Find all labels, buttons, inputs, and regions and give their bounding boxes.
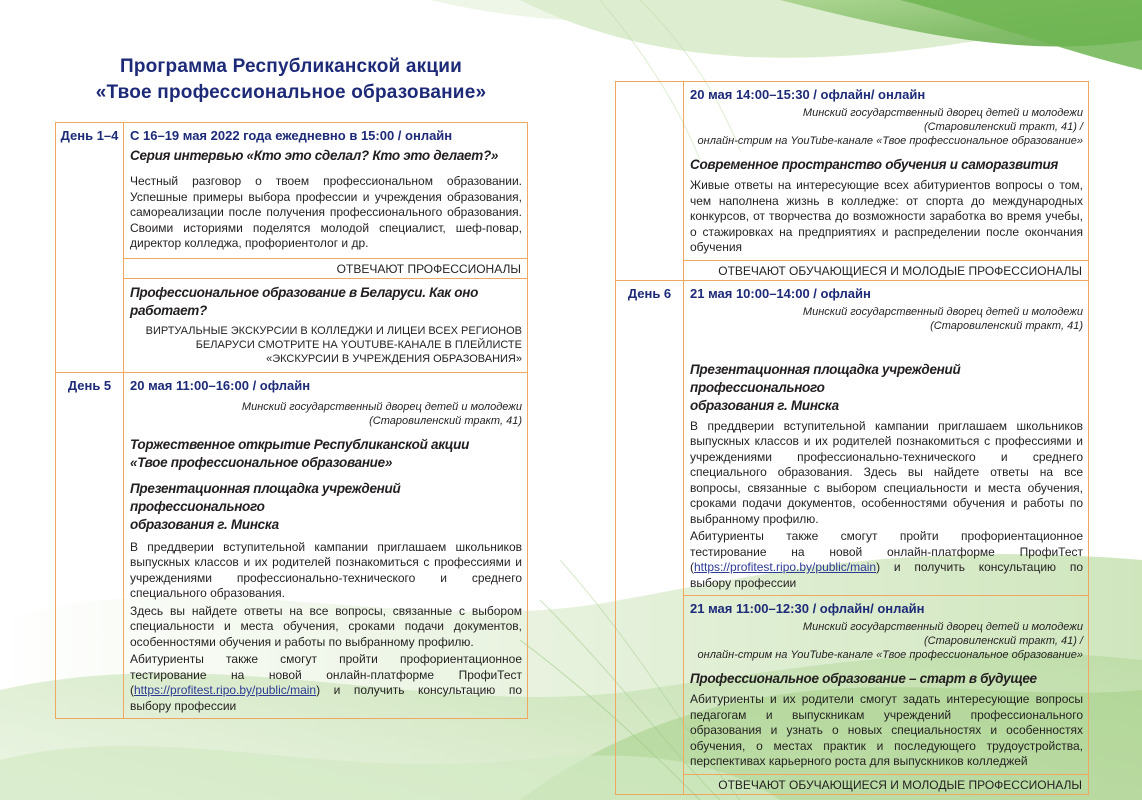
day-label-6: День 6: [616, 280, 684, 794]
day-5-description-3: [130, 652, 522, 714]
block-1-place-line-1: Минский государственный дворец детей и молодежи: [802, 107, 1083, 119]
day-5-place-line-1: Минский государственный дворец детей и молодежи: [241, 400, 522, 413]
day-6-presentation-content: [684, 280, 1089, 596]
day-6-place-2-line-2: (Старовиленский тракт, 41) /: [924, 635, 1083, 647]
interview-series-description: Честный разговор о твоем профессиональном образовании. Успешные примеры выбора профессии и учреждения образования, самореализации после получения профессионального образования. Своими историями поделятся молодой специалист, шеф-повар, директор колледжа, профориентолог и др.: [130, 174, 522, 250]
day-5-place: [130, 400, 522, 428]
continued-day-label-empty: [616, 82, 684, 281]
title-line-2: «Твое профессиональное образование»: [95, 82, 487, 103]
day-label-5: День 5: [56, 372, 124, 719]
day-5-description-2: Здесь вы найдете ответы на все вопросы, связанные с выбором специальности и места обучения, сроками подачи документов, особенностями обучения и работы по выбранному профилю.: [130, 603, 522, 649]
band-students-young-professionals-1: ОТВЕЧАЮТ ОБУЧАЮЩИЕСЯ И МОЛОДЫЕ ПРОФЕССИОНАЛЫ: [684, 260, 1089, 280]
day-6-place-line-2: (Старовиленский тракт, 41): [930, 319, 1083, 332]
day-6-place-line-1: Минский государственный дворец детей и молодежи: [802, 305, 1083, 318]
day-5-when: 20 мая 11:00–16:00 / офлайн: [130, 377, 311, 393]
title-line-1: Программа Республиканской акции: [119, 56, 463, 77]
day-6-presentation-heading: [690, 361, 1083, 415]
day-6-description-1: В преддверии вступительной кампании приглашаем школьников выпускных классов и их родителей познакомиться с профессиями и учреждениями профессионально-технического и среднего специального образования. Здесь вы найдете ответы на все вопросы, связанные с выбором специальности и места обучения, сроками подачи документов, особенностями обучения и работы по выбранному профилю.: [690, 418, 1083, 526]
day-6-presentation-heading-line-1: Презентационная площадка учреждений профессионального: [690, 361, 961, 395]
day-6-description-2: [690, 529, 1083, 591]
block-1-place-line-2: (Старовиленский тракт, 41) /: [924, 121, 1083, 133]
day-6-when: 21 мая 10:00–14:00 / офлайн: [690, 285, 871, 301]
day-6-presentation-heading-line-2: образования г. Минска: [690, 397, 839, 413]
day-6-when-2: 21 мая 11:00–12:30 / офлайн/ онлайн: [690, 601, 925, 616]
prof-education-heading: Профессиональное образование в Беларуси. Как оно работает?: [130, 284, 479, 318]
day-5-content: [124, 372, 528, 719]
day-1-4-when: С 16–19 мая 2022 года ежедневно в 15:00 / онлайн: [130, 128, 453, 143]
day-6-place-2-line-3: онлайн-стрим на YouTube-канале «Твое профессиональное образование»: [697, 649, 1083, 661]
profitest-link-day-6[interactable]: https://profitest.ripo.by/public/main: [694, 560, 877, 574]
virtual-tours-content: [124, 278, 528, 372]
block-1-place-line-3: онлайн-стрим на YouTube-канале «Твое профессиональное образование»: [697, 135, 1083, 147]
opening-heading: [130, 436, 522, 472]
program-table-right: [615, 81, 1089, 795]
day-label-1-4: День 1–4: [56, 123, 124, 373]
opening-heading-line-2: «Твое профессиональное образование»: [130, 454, 393, 470]
day-6-desc-2-start: Абитуриенты также смогут пройти профориентационное тестирование на новой онлайн-платформе ПрофиТест (: [690, 529, 1083, 574]
day-1-4-content: [124, 123, 528, 259]
presentation-heading-line-1: Презентационная площадка учреждений профессионального: [130, 480, 401, 514]
opening-heading-line-1: Торжественное открытие Республиканской акции: [130, 436, 470, 452]
day-6-place-2-line-1: Минский государственный дворец детей и молодежи: [802, 621, 1083, 633]
day-6-place: [690, 305, 1083, 333]
page-title: [56, 54, 526, 106]
block-1-place: [690, 106, 1083, 148]
block-1-when: 20 мая 14:00–15:30 / офлайн/ онлайн: [690, 87, 926, 102]
profitest-link[interactable]: https://profitest.ripo.by/public/main: [134, 683, 317, 697]
start-future-heading: Профессиональное образование – старт в будущее: [690, 671, 1037, 686]
interview-series-heading: Серия интервью «Кто это сделал? Кто это делает?»: [130, 148, 499, 163]
band-students-young-professionals-2: ОТВЕЧАЮТ ОБУЧАЮЩИЕСЯ И МОЛОДЫЕ ПРОФЕССИОНАЛЫ: [684, 774, 1089, 794]
start-future-description: Абитуриенты и их родители смогут задать интересующие вопросы педагогам и выпускникам учреждений профессионального образования и узнать о новых специальностях и особенностях обучения, о местах практик и последующего трудоустройства, перспективах карьерного роста для выпускников колледжей: [690, 692, 1083, 768]
day-5-description-1: В преддверии вступительной кампании приглашаем школьников выпускных классов и их родителей познакомиться с профессиями и учреждениями профессионально-технического и среднего специального образования.: [130, 539, 522, 600]
presentation-heading: [130, 480, 522, 534]
start-future-content: [684, 596, 1089, 775]
band-professionals: ОТВЕЧАЮТ ПРОФЕССИОНАЛЫ: [124, 258, 528, 278]
day-6-desc-2-end: ) и получить консультацию по выбору профессии: [690, 560, 1083, 590]
modern-space-description: Живые ответы на интересующие всех абитуриентов вопросы о том, чем наполнена жизнь в колледже: от спорта до международных конкурсов, от творчества до возможности заработка во время учебы, о стажировках на предприятиях и распределении после окончания обучения: [690, 178, 1083, 254]
spacer: [690, 341, 1083, 355]
modern-space-content: [684, 82, 1089, 261]
day-5-desc-3-end: ) и получить консультацию по выбору профессии: [130, 683, 522, 713]
virtual-tours-caps: ВИРТУАЛЬНЫЕ ЭКСКУРСИИ В КОЛЛЕДЖИ И ЛИЦЕИ ВСЕХ РЕГИОНОВ БЕЛАРУСИ СМОТРИТЕ НА YOUTUBE-КАНАЛЕ В ПЛЕЙЛИСТЕ «ЭКСКУРСИИ В УЧРЕЖДЕНИЯ ОБРАЗОВАНИЯ»: [145, 324, 522, 365]
program-table-left: [55, 122, 528, 719]
modern-space-heading: Современное пространство обучения и саморазвития: [690, 157, 1059, 172]
day-5-place-line-2: (Старовиленский тракт, 41): [369, 414, 522, 427]
day-5-desc-3-start: Абитуриенты также смогут пройти профориентационное тестирование на новой онлайн-платформе ПрофиТест (: [130, 652, 522, 697]
presentation-heading-line-2: образования г. Минска: [130, 516, 279, 532]
day-6-place-2: [690, 620, 1083, 662]
